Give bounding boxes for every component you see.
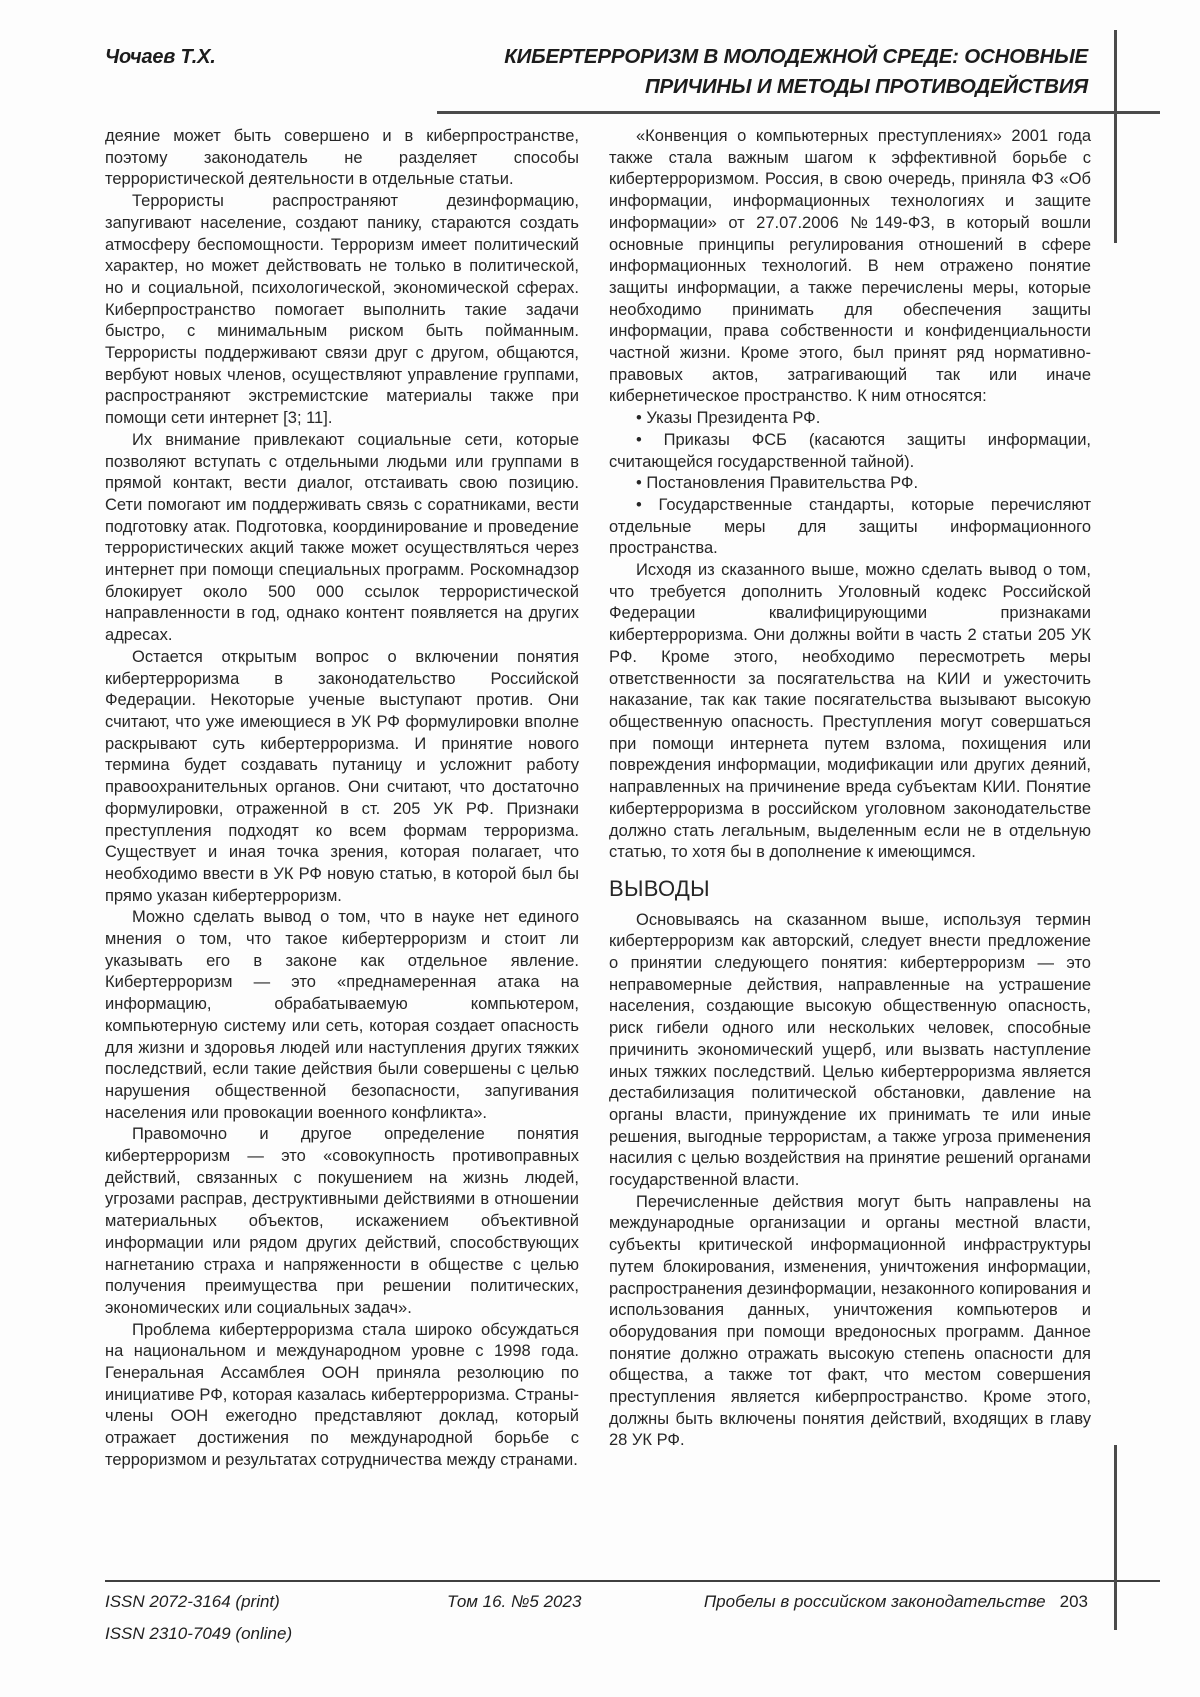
author-name: Чочаев Т.Х. bbox=[105, 46, 216, 68]
right-margin-rule-top bbox=[1114, 30, 1117, 243]
article-title-line1: КИБЕРТЕРРОРИЗМ В МОЛОДЕЖНОЙ СРЕДЕ: ОСНОВНЫЕ bbox=[504, 45, 1088, 68]
issn-print: ISSN 2072-3164 (print) bbox=[105, 1592, 280, 1611]
page-number: 203 bbox=[1059, 1592, 1088, 1611]
paragraph: Остается открытым вопрос о включении понятия кибертерроризма в законодательство Российской Федерации. Некоторые ученые выступают против. Они считают, что уже имеющиеся в УК РФ формулировки вполне раскрывают суть кибертерроризма. И принятие нового термина будет создавать путаницу и усложнит работу правоохранительных органов. Они считают, что достаточно формулировки, отраженной в ст. 205 УК РФ. Признаки преступления подходят ко всем формам терроризма. Существует и иная точка зрения, которая полагает, что необходимо ввести в УК РФ новую статью, в которой был бы прямо указан кибертерроризм. bbox=[105, 647, 579, 905]
paragraph: Основываясь на сказанном выше, используя термин кибертерроризм как авторский, следует внести предложение о принятии следующего понятия: кибертерроризм — это неправомерные действия, направленные на устрашение населения, создающие высокую общественную опасность, риск гибели одного или нескольких человек, способные причинить экономический ущерб, или вызвать наступление иных тяжких последствий. Целью кибертерроризма является дестабилизация политической обстановки, давление на органы власти, принуждение их принимать те или иные решения, выгодные террористам, а также угроза применения насилия с целью воздействия на принятие решений органами государственной власти. bbox=[609, 910, 1091, 1190]
bullet-item: • Приказы ФСБ (касаются защиты информации, считающейся государственной тайной). bbox=[609, 430, 1091, 471]
paragraph: Проблема кибертерроризма стала широко обсуждаться на национальном и международном уровне с 1998 года. Генеральная Ассамблея ООН приняла резолюцию по инициативе РФ, которая казалась кибертерроризма. Страны-члены ООН ежегодно представляют доклад, который отражает достижения по международной борьбе с терроризмом и результатах сотрудничества между странами. bbox=[105, 1320, 579, 1469]
paragraph: Правомочно и другое определение понятия кибертерроризм — это «совокупность противоправных действий, связанных с покушением на жизнь людей, угрозами расправ, деструктивными действиями в отношении материальных объектов, искажением объективной информации или рядом других действий, способствующих нагнетанию страха и напряженности в обществе с целью получения преимущества при решении политических, экономических или социальных задач». bbox=[105, 1125, 579, 1317]
bullet-item: • Государственные стандарты, которые перечисляют отдельные меры для защиты информационного пространства. bbox=[609, 495, 1091, 558]
footer-rule bbox=[105, 1580, 1160, 1582]
issn-online: ISSN 2310-7049 (online) bbox=[105, 1624, 293, 1643]
journal-name: Пробелы в российском законодательстве bbox=[703, 1592, 1046, 1611]
column-left bbox=[105, 126, 579, 1472]
right-margin-rule-bottom bbox=[1114, 1445, 1117, 1630]
paragraph: Перечисленные действия могут быть направлены на международные организации и органы местной власти, субъекты критической информационной инфраструктуры путем блокирования, изменения, уничтожения информации, распространения дезинформации, незаконного копирования и использования данных, уничтожения компьютеров и оборудования при помощи вредоносных программ. Данное понятие должно отражать высокую степень опасности для общества, а также тот факт, что местом совершения преступления является киберпространство. Кроме этого, должны быть включены понятия действий, входящих в главу 28 УК РФ. bbox=[609, 1192, 1091, 1450]
header-rule bbox=[437, 111, 1160, 114]
paragraph: Исходя из сказанного выше, можно сделать вывод о том, что требуется дополнить Уголовный кодекс Российской Федерации квалифицирующими признаками кибертерроризма. Они должны войти в часть 2 статьи 205 УК РФ. Кроме этого, необходимо пересмотреть меры ответственности за посягательства на КИИ и ужесточить наказание, так как такие посягательства вызывают высокую общественную опасность. Преступления могут совершаться при помощи интернета путем взлома, похищения или повреждения информации, модификации или других деяний, направленных на причинение вреда субъектам КИИ. Понятие кибертерроризма в российском уголовном законодательстве должно стать легальным, выделенным если не в отдельную статью, то хотя бы в дополнение к имеющимся. bbox=[609, 561, 1091, 862]
bullet-item: • Постановления Правительства РФ. bbox=[636, 474, 919, 493]
volume-info: Том 16. №5 2023 bbox=[447, 1592, 582, 1611]
paragraph: деяние может быть совершено и в киберпространстве, поэтому законодатель не разделяет способы террористической деятельности в отдельные статьи. bbox=[105, 127, 579, 189]
paragraph: «Конвенция о компьютерных преступлениях» 2001 года также стала важным шагом к эффективной борьбе с кибертерроризмом. Россия, в свою очередь, приняла ФЗ «Об информации, информационных технологиях и защите информации» от 27.07.2006 №149-ФЗ, в который вошли основные принципы регулирования отношений в сфере информационных технологий. В нем отражено понятие защиты информации, а также перечислены меры, которые необходимо принимать для обеспечения защиты информации, права собственности и конфиденциальности частной жизни. Кроме этого, был принят ряд нормативно-правовых актов, затрагивающий так или иначе кибернетическое пространство. К ним относятся: bbox=[609, 127, 1091, 406]
column-right bbox=[609, 126, 1091, 1472]
bullet-item: • Указы Президента РФ. bbox=[636, 409, 821, 428]
paragraph: Можно сделать вывод о том, что в науке нет единого мнения о том, что такое кибертерроризм и стоит ли указывать его в законе как отдельное явление. Кибертерроризм — это «преднамеренная атака на информацию, обрабатываемую компьютером, компьютерную систему или сеть, которая создает опасность для жизни и здоровья людей или наступления других тяжких последствий, если такие действия были совершены с целью нарушения общественной безопасности, запугивания населения или провокации военного конфликта». bbox=[105, 908, 579, 1122]
section-heading: ВЫВОДЫ bbox=[609, 875, 710, 901]
article-title-line2: ПРИЧИНЫ И МЕТОДЫ ПРОТИВОДЕЙСТВИЯ bbox=[645, 75, 1088, 98]
paragraph: Их внимание привлекают социальные сети, которые позволяют вступать с отдельными людьми или группами в прямой контакт, вести диалог, отстаивать свою позицию. Сети помогают им поддерживать связь с соратниками, вести подготовку атак. Подготовка, координирование и проведение террористических акций также может осуществляться через интернет при помощи специальных программ. Роскомнадзор блокирует около 500 000 ссылок террористической направленности в год, однако контент появляется на других адресах. bbox=[105, 430, 579, 645]
footer-right-group bbox=[704, 1592, 1088, 1612]
article-body bbox=[105, 126, 1091, 1472]
article-title bbox=[368, 42, 1088, 102]
paragraph: Террористы распространяют дезинформацию, запугивают население, создают панику, стараются создать атмосферу беспомощности. Терроризм имеет политический характер, но может действовать не только в политической, но и социальной, психологической, экономической сферах. Киберпространство помогает выполнить такие задачи быстро, с минимальным риском быть пойманным. Террористы поддерживают связи друг с другом, общаются, вербуют новых членов, осуществляют управление группами, распространяют экстремистские материалы также при помощи сети интернет [3; 11]. bbox=[105, 192, 579, 428]
